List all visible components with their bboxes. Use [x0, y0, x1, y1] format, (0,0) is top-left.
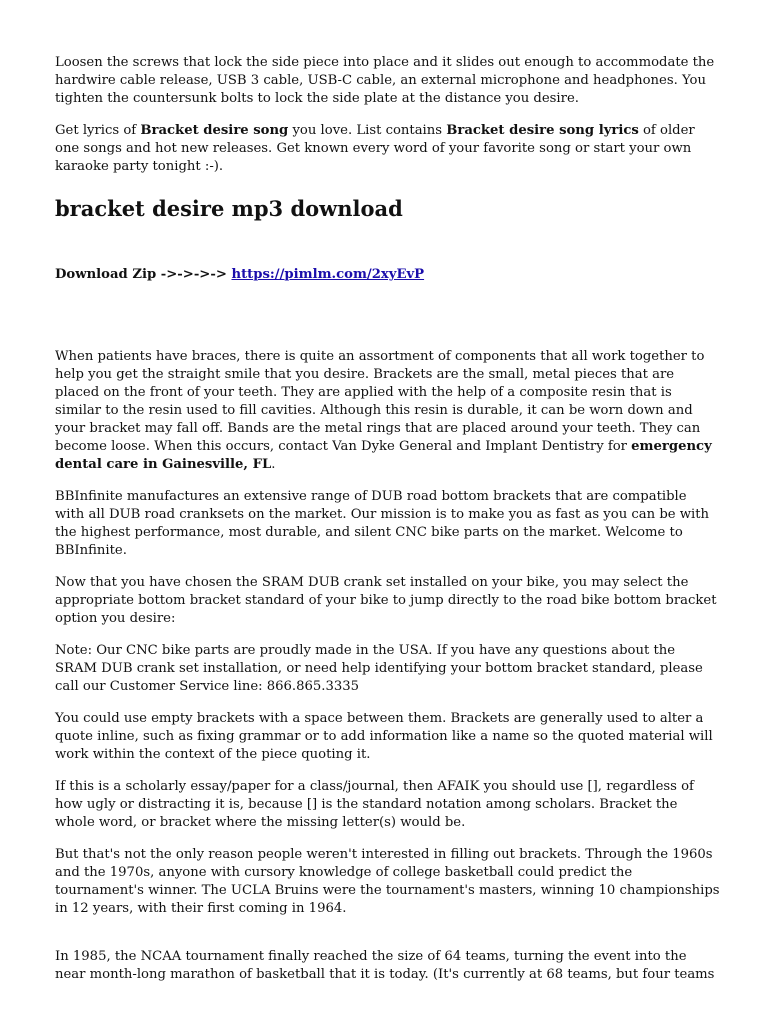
paragraph-1985: In 1985, the NCAA tournament finally reached the size of 64 teams, turning the event into the near month-long marathon of basketball that it is today. (It's currently at 68 teams, but four teams: [55, 949, 715, 982]
paragraph-1960s: But that's not the only reason people weren't interested in filling out brackets. Through the 1960s and the 1970s, anyone with cursory knowledge of college basketball could predict the tournament's winner. The UCLA Bruins were the tournament's masters, winning 10 championships in 12 years, with their first coming in 1964.: [55, 847, 720, 916]
paragraph-side-piece: Loosen the screws that lock the side piece into place and it slides out enough to accommodate the hardwire cable release, USB 3 cable, USB-C cable, an external microphone and headphones. You tighten the countersunk bolts to lock the side plate at the distance you desire.: [55, 55, 715, 106]
paragraph-bbinfinite: BBInfinite manufactures an extensive range of DUB road bottom brackets that are compatible with all DUB road cranksets on the market. Our mission is to make you as fast as you can be with the highest performance, most durable, and silent CNC bike parts on the market. Welcome to BBInfinite.: [55, 489, 710, 558]
document-page: [55, 54, 720, 998]
braces-bold: emergency dental care in Gainesville, FL: [55, 439, 712, 472]
download-link[interactable]: https://pimlm.com/2xyEvP: [231, 267, 425, 282]
download-label: Download Zip ->->->->: [55, 267, 227, 282]
lyrics-bold-1: Bracket desire song: [140, 123, 289, 138]
lyrics-text-2: you love. List contains: [288, 123, 447, 138]
lyrics-text-3: of older one songs and hot new releases. Get known every word of your favorite song or start your own karaoke party tonight :-).: [55, 123, 695, 174]
page-heading: bracket desire mp3 download: [55, 196, 403, 221]
download-line: [55, 266, 720, 284]
paragraph-lyrics: [55, 122, 720, 176]
paragraph-braces: [55, 348, 720, 474]
lyrics-bold-2: Bracket desire song lyrics: [446, 123, 639, 138]
paragraph-note: Note: Our CNC bike parts are proudly made in the USA. If you have any questions about the SRAM DUB crank set installation, or need help identifying your bottom bracket standard, please call our Customer Service line: 866.865.3335: [55, 643, 703, 694]
lyrics-text-1: Get lyrics of: [55, 123, 141, 138]
braces-end: .: [271, 457, 276, 472]
paragraph-empty-brackets: You could use empty brackets with a space between them. Brackets are generally used to alter a quote inline, such as fixing grammar or to add information like a name so the quoted material will work within the context of the piece quoting it.: [55, 711, 713, 762]
paragraph-sram-dub: Now that you have chosen the SRAM DUB crank set installed on your bike, you may select the appropriate bottom bracket standard of your bike to jump directly to the road bike bottom bracket option you desire:: [55, 575, 717, 626]
paragraph-scholarly: If this is a scholarly essay/paper for a class/journal, then AFAIK you should use [], regardless of how ugly or distracting it is, because [] is the standard notation among scholars. Bracket the whole word, or bracket where the missing letter(s) would be.: [55, 779, 694, 830]
braces-text: When patients have braces, there is quite an assortment of components that all work together to help you get the straight smile that you desire. Brackets are the small, metal pieces that are placed on the front of your teeth. They are applied with the help of a composite resin that is similar to the resin used to fill cavities. Although this resin is durable, it can be worn down and your bracket may fall off. Bands are the metal rings that are placed around your teeth. They can become loose. When this occurs, contact Van Dyke General and Implant Dentistry for: [55, 349, 705, 454]
